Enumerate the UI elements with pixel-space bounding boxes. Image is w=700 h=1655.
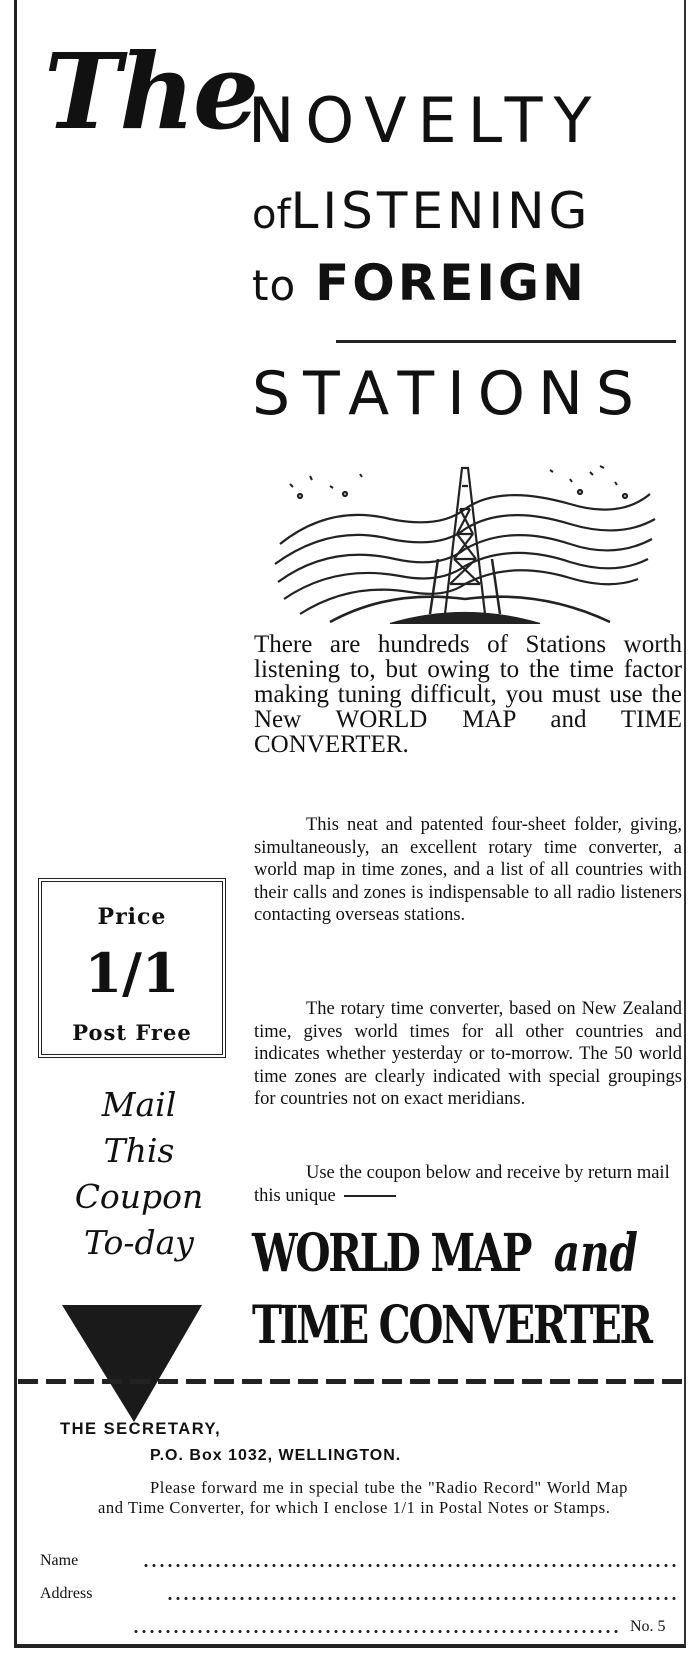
mail-line-4: To-day (84, 1223, 194, 1262)
address-field[interactable] (166, 1597, 678, 1600)
headline-novelty: NOVELTY (248, 84, 603, 157)
coupon-request: Please forward me in special tube the "Radio Record" World Map and Time Converter, for which I enclose 1/1 in Postal Notes or Stamps. (98, 1478, 628, 1517)
coupon-call-paragraph (254, 1162, 682, 1207)
coupon-address: P.O. Box 1032, WELLINGTON. (150, 1447, 402, 1464)
headline-to-foreign (252, 254, 587, 312)
mail-line-2: This (103, 1131, 175, 1170)
coupon-call-text: Use the coupon below and receive by return mail this unique (254, 1163, 670, 1206)
price-label: Price (97, 904, 167, 930)
name-label: Name (40, 1552, 79, 1569)
headline-of: of (252, 192, 291, 238)
product-and: and (553, 1223, 638, 1284)
headline-stations: STATIONS (252, 359, 648, 429)
coupon-cut-line (18, 1379, 682, 1384)
folder-paragraph: This neat and patented four-sheet folder, giving, simultaneously, an excellent rotary time converter, a world map in time zones, and a list of all countries with their calls and zones is indispensable to all radio listeners contacting overseas stations. (254, 815, 682, 925)
dash-rule (344, 1195, 396, 1197)
post-free-label: Post Free (72, 1020, 192, 1045)
product-world-map: WORLD MAP (252, 1223, 531, 1284)
intro-paragraph: There are hundreds of Stations worth listening to, but owing to the time factor making tuning difficult, you must use the New WORLD MAP and TIME CONVERTER. (254, 631, 682, 758)
price-value: 1/1 (84, 941, 180, 1005)
headline-listening: LISTENING (290, 182, 592, 240)
mail-line-3: Coupon (74, 1177, 204, 1216)
triangle-pointer-icon (62, 1305, 202, 1422)
mail-coupon-text (56, 1082, 222, 1266)
converter-paragraph: The rotary time converter, based on New Zealand time, gives world times for all other countries and indicates whether yesterday or to-morrow. The 50 world time zones are clearly indicated with special groupings for countries not on exact meridians. (254, 999, 682, 1109)
product-name-line-1 (252, 1223, 638, 1284)
name-field[interactable] (142, 1564, 678, 1567)
product-name-line-2: TIME CONVERTER (252, 1295, 651, 1356)
headline-the: The (44, 30, 258, 153)
coupon-number: No. 5 (630, 1618, 666, 1635)
headline-rule (336, 340, 676, 343)
address-field-line-2[interactable] (132, 1630, 622, 1633)
price-box (38, 878, 226, 1058)
headline-to: to (252, 261, 297, 310)
radio-tower-icon (270, 464, 660, 624)
headline-foreign: FOREIGN (315, 254, 587, 312)
headline-of-listening (252, 182, 592, 240)
mail-line-1: Mail (101, 1085, 177, 1124)
address-label: Address (40, 1585, 93, 1602)
coupon-recipient: THE SECRETARY, (60, 1420, 222, 1438)
